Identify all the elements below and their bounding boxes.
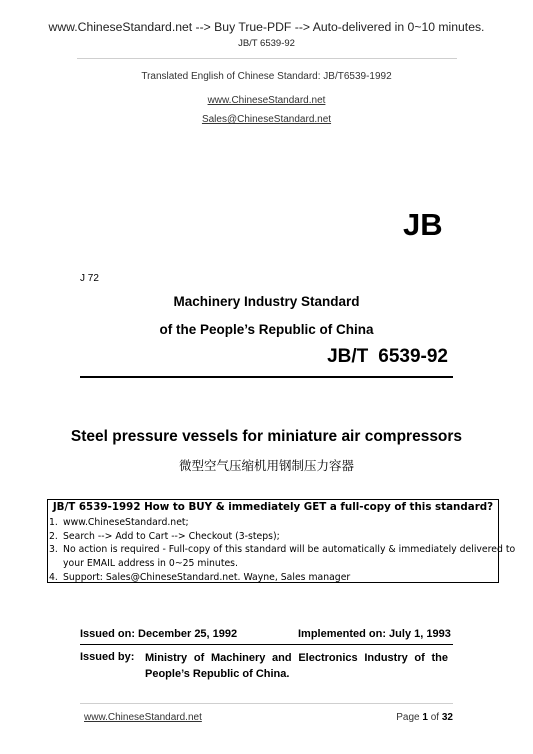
english-title: Steel pressure vessels for miniature air compressors xyxy=(70,428,463,445)
list-item-line: your EMAIL address in 0~25 minutes. xyxy=(63,558,238,570)
dates-divider xyxy=(80,644,453,645)
list-item xyxy=(48,516,498,530)
standard-code-prefix: JB/T xyxy=(327,346,369,367)
list-item-number: 2. xyxy=(49,530,58,542)
page-current: 1 xyxy=(422,712,428,723)
list-item xyxy=(48,530,498,544)
code-divider xyxy=(80,376,453,378)
top-banner: www.ChineseStandard.net --> Buy True-PDF --> Auto-delivered in 0~10 minutes. xyxy=(48,20,485,34)
list-item xyxy=(48,543,516,571)
list-item-number: 3. xyxy=(49,544,58,556)
issued-by-label: Issued by: xyxy=(80,651,135,663)
footer-divider xyxy=(80,703,453,704)
standard-code-number: 6539-92 xyxy=(378,346,448,367)
buy-instructions-box xyxy=(47,499,516,583)
header-divider xyxy=(77,58,457,59)
standard-code xyxy=(310,346,448,368)
standard-type-line2: of the People’s Republic of China xyxy=(159,322,374,337)
buy-steps-list xyxy=(48,516,516,585)
page-label: Page xyxy=(396,712,423,723)
chinese-title: 微型空气压缩机用钢制压力容器 xyxy=(178,458,354,473)
classification-code: J 72 xyxy=(80,273,99,284)
issued-by-value: Ministry of Machinery and Electronics Industry of the People’s Republic of China. xyxy=(145,652,448,680)
implemented-on-date: Implemented on: July 1, 1993 xyxy=(298,628,451,640)
list-item-text xyxy=(63,543,515,571)
translated-line: Translated English of Chinese Standard: JB/T6539-1992 xyxy=(141,71,392,82)
list-item-number: 1. xyxy=(49,516,58,528)
header-doc-code: JB/T 6539-92 xyxy=(238,38,295,49)
footer-website-link[interactable]: www.ChineseStandard.net xyxy=(84,712,202,723)
list-item-text: www.ChineseStandard.net; xyxy=(63,516,189,528)
issued-on-date: Issued on: December 25, 1992 xyxy=(80,628,238,640)
page-of: of xyxy=(427,712,442,723)
buy-box-heading: JB/T 6539-1992 How to BUY & immediately GET a full-copy of this standard? xyxy=(52,501,494,513)
website-link-row xyxy=(0,90,533,108)
email-link-row xyxy=(0,109,533,127)
list-item xyxy=(48,571,498,585)
website-link[interactable]: www.ChineseStandard.net xyxy=(207,95,326,106)
list-item-text: Search --> Add to Cart --> Checkout (3-steps); xyxy=(63,530,280,542)
list-item-line: No action is required - Full-copy of this standard will be automatically & immediately delivered to xyxy=(63,544,516,556)
list-item-number: 4. xyxy=(49,571,58,583)
list-item-text: Support: Sales@ChineseStandard.net. Wayne, Sales manager xyxy=(63,571,351,583)
page-indicator xyxy=(330,712,453,723)
standard-type-line1: Machinery Industry Standard xyxy=(173,294,360,309)
email-link[interactable]: Sales@ChineseStandard.net xyxy=(201,114,332,125)
page-total: 32 xyxy=(441,712,453,723)
jb-mark: JB xyxy=(403,207,443,242)
